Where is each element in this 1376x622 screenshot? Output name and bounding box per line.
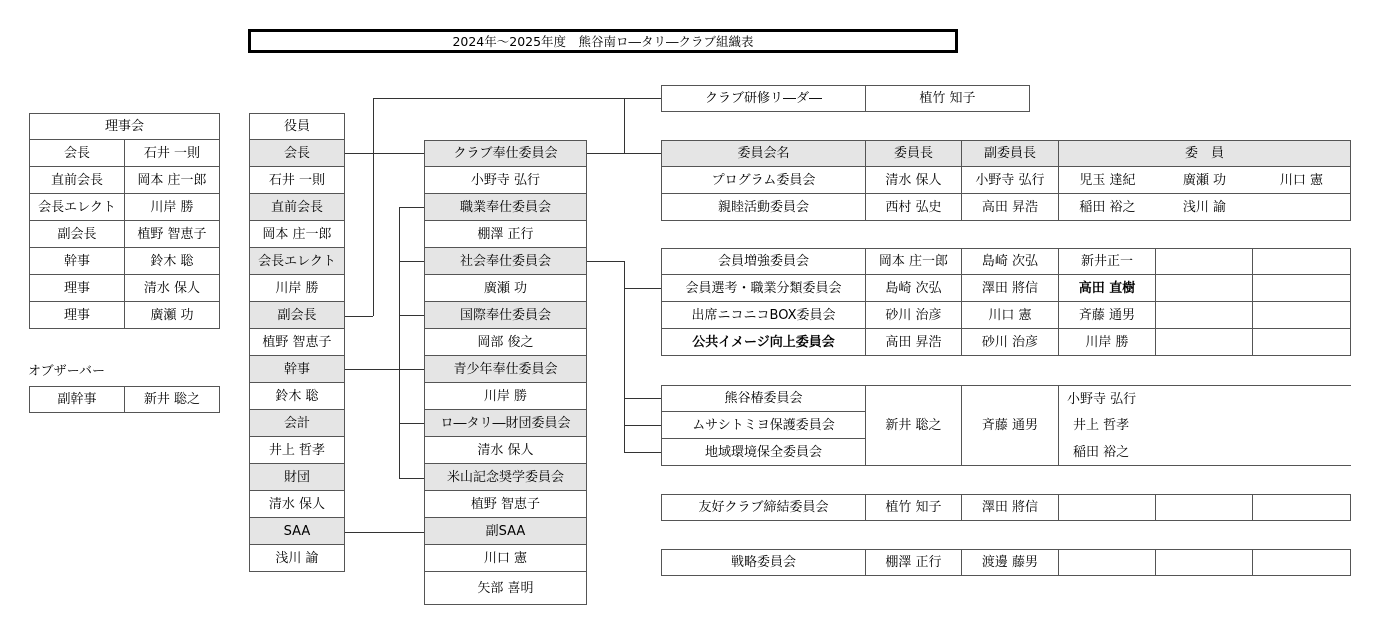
committee-vice: 澤田 將信 — [962, 494, 1059, 521]
committee-header-members: 委 員 — [1059, 140, 1351, 167]
connector-line — [399, 478, 424, 479]
board-role: 理事 — [29, 302, 125, 329]
board-role: 副会長 — [29, 221, 125, 248]
officer-role: 幹事 — [249, 356, 345, 383]
board-name: 川岸 勝 — [125, 194, 220, 221]
committee-header-chair: 委員長 — [866, 140, 962, 167]
committee-member-empty — [1156, 302, 1253, 329]
committee-member-empty — [1156, 248, 1253, 275]
committee-name: 会員増強委員会 — [661, 248, 866, 275]
chart-title: 2024年～2025年度 熊谷南ロ―タリ―クラブ組織表 — [248, 29, 958, 53]
service-chair: 矢部 喜明 — [424, 572, 587, 605]
committee-member-empty — [1253, 494, 1351, 521]
connector-line — [373, 153, 424, 154]
committee-header-vice: 副委員長 — [962, 140, 1059, 167]
committee-member: 川口 憲 — [1253, 167, 1351, 194]
committee-chair: 清水 保人 — [866, 167, 962, 194]
connector-line — [624, 98, 625, 153]
board-role: 幹事 — [29, 248, 125, 275]
officer-role: 会長エレクト — [249, 248, 345, 275]
committee-member: 稲田 裕之 — [1059, 439, 1351, 466]
connector-line — [399, 207, 400, 479]
connector-line — [345, 153, 373, 154]
committee-vice: 砂川 治彦 — [962, 329, 1059, 356]
observer-name: 新井 聡之 — [125, 386, 220, 413]
officer-name: 井上 哲孝 — [249, 437, 345, 464]
officer-name: 浅川 諭 — [249, 545, 345, 572]
observer-role: 副幹事 — [29, 386, 125, 413]
officer-name: 清水 保人 — [249, 491, 345, 518]
committee-vice: 小野寺 弘行 — [962, 167, 1059, 194]
connector-line — [624, 288, 661, 289]
committee-name: 地域環境保全委員会 — [661, 439, 866, 466]
trainer-name: 植竹 知子 — [866, 85, 1030, 112]
committee-chair: 植竹 知子 — [866, 494, 962, 521]
committee-name: 熊谷椿委員会 — [661, 385, 866, 412]
officer-name: 石井 一則 — [249, 167, 345, 194]
committee-chair: 島崎 次弘 — [866, 275, 962, 302]
committee-vice: 川口 憲 — [962, 302, 1059, 329]
service-chair: 廣瀬 功 — [424, 275, 587, 302]
service-committee: 米山記念奨学委員会 — [424, 464, 587, 491]
committee-vice: 斉藤 通男 — [962, 385, 1059, 466]
board-role: 理事 — [29, 275, 125, 302]
committee-member: 井上 哲孝 — [1073, 418, 1130, 433]
connector-line — [624, 398, 661, 399]
committee-vice: 澤田 將信 — [962, 275, 1059, 302]
connector-line — [373, 98, 374, 153]
board-name: 清水 保人 — [125, 275, 220, 302]
committee-member: 川岸 勝 — [1059, 329, 1156, 356]
service-committee: クラブ奉仕委員会 — [424, 140, 587, 167]
connector-line — [587, 153, 661, 154]
connector-line — [399, 423, 424, 424]
service-committee: 職業奉仕委員会 — [424, 194, 587, 221]
board-role: 直前会長 — [29, 167, 125, 194]
officer-role: 会計 — [249, 410, 345, 437]
committee-name: 公共イメージ向上委員会 — [661, 329, 866, 356]
committee-member-empty — [1156, 494, 1253, 521]
trainer-label: クラブ研修リ―ダ― — [661, 85, 866, 112]
connector-line — [345, 316, 373, 317]
connector-line — [345, 369, 424, 370]
committee-member: 浅川 諭 — [1156, 194, 1253, 221]
service-committee: 国際奉仕委員会 — [424, 302, 587, 329]
connector-line — [399, 207, 424, 208]
officer-name: 岡本 庄一郎 — [249, 221, 345, 248]
committee-member: 児玉 達紀 — [1059, 167, 1156, 194]
committee-member: 稲田 裕之 — [1059, 194, 1156, 221]
committee-member-empty — [1253, 549, 1351, 576]
committee-member: 高田 直樹 — [1059, 275, 1156, 302]
committee-member — [1253, 194, 1351, 221]
committee-name: 友好クラブ締結委員会 — [661, 494, 866, 521]
connector-line — [373, 98, 661, 99]
officer-role: 会長 — [249, 140, 345, 167]
service-chair: 川岸 勝 — [424, 383, 587, 410]
committee-member: 小野寺 弘行 — [1059, 385, 1351, 412]
officer-name: 川岸 勝 — [249, 275, 345, 302]
committee-chair: 西村 弘史 — [866, 194, 962, 221]
service-chair: 清水 保人 — [424, 437, 587, 464]
committee-chair: 高田 昇浩 — [866, 329, 962, 356]
committee-member-empty — [1253, 248, 1351, 275]
committee-name: 出席ニコニコBOX委員会 — [661, 302, 866, 329]
service-committee: ロ―タリ―財団委員会 — [424, 410, 587, 437]
committee-member-empty — [1253, 329, 1351, 356]
service-committee: 青少年奉仕委員会 — [424, 356, 587, 383]
committee-member: 斉藤 通男 — [1059, 302, 1156, 329]
service-chair: 川口 憲 — [424, 545, 587, 572]
committee-header-name: 委員会名 — [661, 140, 866, 167]
committee-name: プログラム委員会 — [661, 167, 866, 194]
committee-name: 会員選考・職業分類委員会 — [661, 275, 866, 302]
connector-line — [399, 261, 424, 262]
service-chair: 小野寺 弘行 — [424, 167, 587, 194]
observer-label: オブザーバー — [28, 363, 105, 379]
committee-member-empty — [1156, 549, 1253, 576]
service-committee: 副SAA — [424, 518, 587, 545]
committee-name: 戦略委員会 — [661, 549, 866, 576]
officer-name: 植野 智恵子 — [249, 329, 345, 356]
committee-chair: 新井 聡之 — [866, 385, 962, 466]
officer-name: 鈴木 聡 — [249, 383, 345, 410]
officers-header: 役員 — [249, 113, 345, 140]
committee-member-empty — [1253, 302, 1351, 329]
committee-member-empty — [1253, 275, 1351, 302]
board-role: 会長エレクト — [29, 194, 125, 221]
connector-line — [624, 452, 661, 453]
committee-member: 新井正一 — [1059, 248, 1156, 275]
committee-name: ムサシトミヨ保護委員会 — [661, 412, 866, 439]
board-name: 鈴木 聡 — [125, 248, 220, 275]
connector-line — [345, 532, 424, 533]
service-chair: 岡部 俊之 — [424, 329, 587, 356]
board-name: 植野 智恵子 — [125, 221, 220, 248]
board-name: 岡本 庄一郎 — [125, 167, 220, 194]
committee-member-empty — [1059, 494, 1156, 521]
service-committee: 社会奉仕委員会 — [424, 248, 587, 275]
board-name: 石井 一則 — [125, 140, 220, 167]
officer-role: 直前会長 — [249, 194, 345, 221]
committee-member: 廣瀬 功 — [1156, 167, 1253, 194]
committee-chair: 砂川 治彦 — [866, 302, 962, 329]
connector-line — [624, 425, 661, 426]
committee-vice: 高田 昇浩 — [962, 194, 1059, 221]
board-header: 理事会 — [29, 113, 220, 140]
officer-role: SAA — [249, 518, 345, 545]
committee-member-empty — [1156, 275, 1253, 302]
committee-name: 親睦活動委員会 — [661, 194, 866, 221]
connector-line — [399, 315, 424, 316]
service-chair: 棚澤 正行 — [424, 221, 587, 248]
service-chair: 植野 智恵子 — [424, 491, 587, 518]
committee-vice: 島崎 次弘 — [962, 248, 1059, 275]
committee-vice: 渡邊 藤男 — [962, 549, 1059, 576]
committee-member-empty — [1059, 549, 1156, 576]
committee-member-empty — [1156, 329, 1253, 356]
board-role: 会長 — [29, 140, 125, 167]
connector-line — [373, 153, 374, 316]
committee-chair: 岡本 庄一郎 — [866, 248, 962, 275]
connector-line — [587, 261, 624, 262]
officer-role: 財団 — [249, 464, 345, 491]
officer-role: 副会長 — [249, 302, 345, 329]
board-name: 廣瀬 功 — [125, 302, 220, 329]
committee-chair: 棚澤 正行 — [866, 549, 962, 576]
